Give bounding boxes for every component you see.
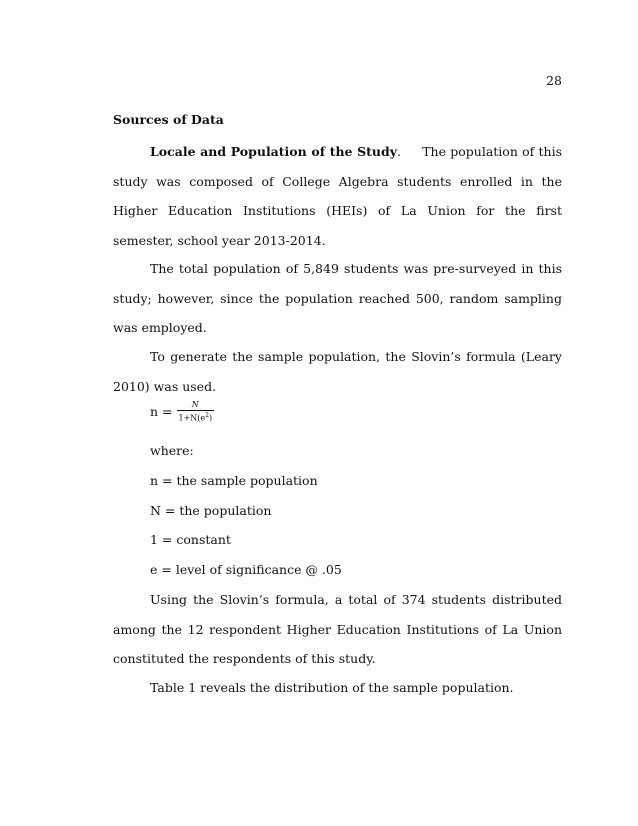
- formula-fraction: [177, 400, 215, 424]
- where-item: n = the sample population: [150, 473, 318, 488]
- paragraph-slovin-intro: To generate the sample population, the Slovin’s formula (Leary 2010) was used.: [113, 349, 562, 394]
- where-item: N = the population: [150, 503, 272, 518]
- formula-lhs: n =: [150, 404, 173, 420]
- paragraph-locale-text: . The population of this study was composed of College Algebra students enrolled in the Higher Education Institutions (HEIs) of La Union for the first semester, school year 2013-2014.: [113, 144, 562, 248]
- formula-numerator: N: [191, 400, 199, 409]
- denominator-suffix: ): [208, 413, 213, 423]
- paragraph-total-population: The total population of 5,849 students was pre-surveyed in this study; however, since the population reached 500, random sampling was employed.: [113, 261, 562, 335]
- where-item: 1 = constant: [150, 532, 231, 547]
- paragraph-locale: [113, 137, 562, 255]
- run-in-heading: Locale and Population of the Study: [150, 144, 398, 159]
- formula-denominator: [177, 411, 215, 424]
- paragraph-table-reference: Table 1 reveals the distribution of the sample population.: [150, 680, 514, 695]
- where-item: e = level of significance @ .05: [150, 562, 342, 577]
- where-intro: where:: [150, 443, 194, 458]
- denominator-exponent: 2: [205, 412, 209, 419]
- slovin-formula: [150, 400, 214, 424]
- page-number: 28: [546, 73, 562, 88]
- paragraph-slovin-result: Using the Slovin’s formula, a total of 374 students distributed among the 12 respondent Higher Education Institutions of La Union constituted the respondents of this study.: [113, 592, 562, 666]
- denominator-prefix: 1+N(e: [178, 413, 206, 423]
- section-heading: Sources of Data: [113, 112, 224, 127]
